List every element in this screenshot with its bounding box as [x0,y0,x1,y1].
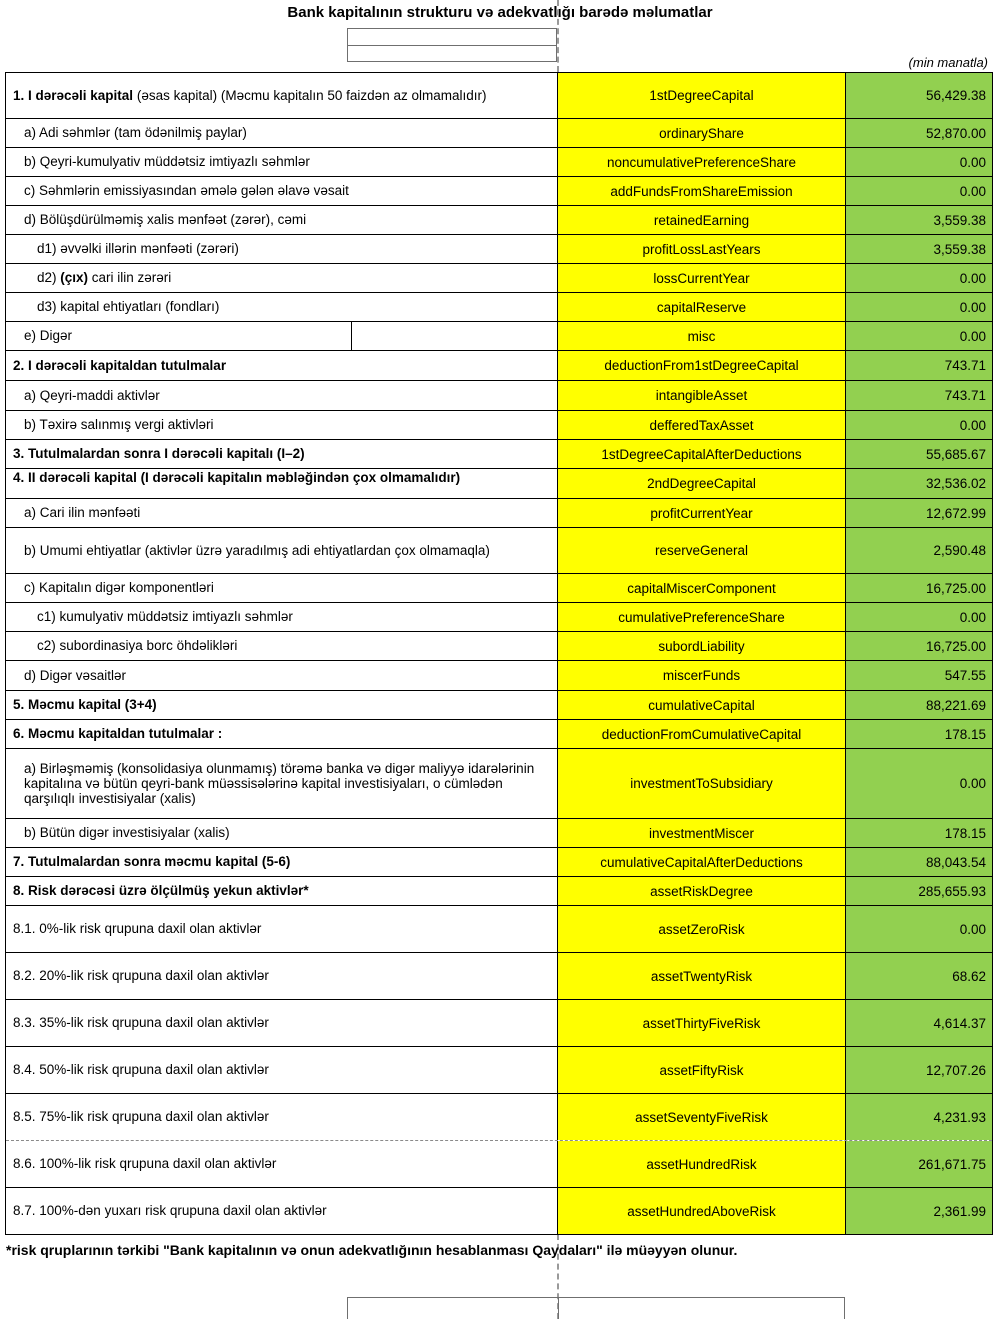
table-row [6,632,992,661]
row-label: 3. Tutulmalardan sonra I dərəcəli kapitalı (I–2) [13,446,305,462]
row-code-cell[interactable] [558,877,846,905]
row-code-cell[interactable] [558,953,846,999]
row-label: 6. Məcmu kapitaldan tutulmalar : [13,726,223,742]
row-code-cell[interactable] [558,848,846,876]
row-code-cell[interactable] [558,293,846,321]
row-value: 0.00 [959,609,986,625]
row-value-cell[interactable] [846,1094,992,1140]
row-value: 0.00 [959,154,986,170]
row-value-cell[interactable] [846,906,992,952]
table-row [6,148,992,177]
row-value: 743.71 [944,388,986,403]
table-row [6,906,992,953]
row-code: defferedTaxAsset [649,417,754,433]
row-value-cell[interactable] [846,953,992,999]
table-row [6,953,992,1000]
row-value-cell[interactable] [846,206,992,234]
capital-table [5,72,993,1235]
row-code: reserveGeneral [654,543,749,558]
row-code: 2ndDegreeCapital [647,476,756,491]
row-value-cell[interactable] [846,661,992,690]
table-row [6,603,992,632]
row-label: 8.6. 100%-lik risk qrupuna daxil olan aktivlər [13,1156,277,1172]
row-label-cell[interactable] [6,206,558,234]
unit-note: (min manatla) [908,55,988,70]
row-value: 16,725.00 [925,638,986,654]
row-code-cell[interactable] [558,1000,846,1046]
row-code: 1stDegreeCapitalAfterDeductions [601,446,802,462]
row-label-cell[interactable] [6,819,558,847]
row-label: d) Digər vəsaitlər [24,667,127,683]
row-label-cell[interactable] [6,1188,558,1234]
row-code-cell[interactable] [558,148,846,176]
row-value-cell[interactable] [846,235,992,263]
row-code: retainedEarning [653,212,750,228]
table-row [6,73,992,119]
row-value: 56,429.38 [925,88,986,103]
row-code-cell[interactable] [558,206,846,234]
row-label: b) Təxirə salınmış vergi aktivləri [24,417,214,433]
row-code: assetRiskDegree [650,883,753,899]
row-label: b) Umumi ehtiyatlar (aktivlər üzrə yaradılmış adi ehtiyatlardan çox olmamaqla) [24,542,490,558]
row-code: deductionFromCumulativeCapital [601,726,802,742]
row-code-cell[interactable] [558,381,846,410]
row-value-cell[interactable] [846,351,992,380]
row-code: 1stDegreeCapital [649,88,754,103]
row-code: ordinaryShare [659,125,744,141]
row-label: b) Bütün digər investisiyalar (xalis) [24,825,230,841]
row-code: deductionFrom1stDegreeCapital [604,358,799,373]
row-label: 5. Məcmu kapital (3+4) [13,697,157,713]
row-label: 8.4. 50%-lik risk qrupuna daxil olan aktivlər [13,1062,269,1078]
row-code-cell[interactable] [558,1188,846,1234]
row-label: c) Kapitalın digər komponentləri [24,580,214,596]
row-code: subordLiability [658,638,745,654]
table-row [6,574,992,603]
row-code-cell[interactable] [558,1094,846,1140]
table-row [6,1141,992,1188]
row-value-cell[interactable] [846,632,992,660]
row-label-cell[interactable] [6,720,558,748]
table-row [6,206,992,235]
row-code-cell[interactable] [558,73,846,118]
table-row [6,119,992,148]
row-label-cell[interactable] [6,351,558,380]
row-value: 743.71 [944,358,986,373]
row-value: 3,559.38 [933,241,986,257]
row-value: 32,536.02 [925,476,986,491]
table-row [6,322,992,351]
row-value: 0.00 [959,776,986,791]
row-value-cell[interactable] [846,440,992,468]
row-value-cell[interactable] [846,603,992,631]
row-code-cell[interactable] [558,177,846,205]
row-value-cell[interactable] [846,119,992,147]
row-code-cell[interactable] [558,661,846,690]
row-code: capitalReserve [656,299,747,315]
row-value-cell[interactable] [846,819,992,847]
footnote: *risk qruplarının tərkibi "Bank kapitalının və onun adekvatlığının hesablanması Qaydaları" ilə müəyyən olunur. [6,1242,738,1258]
row-code: profitLossLastYears [642,241,761,257]
row-value: 88,043.54 [925,854,986,870]
row-label-cell[interactable] [6,469,558,498]
table-row [6,381,992,411]
row-value-cell[interactable] [846,1188,992,1234]
table-row [6,177,992,206]
row-label-cell[interactable] [6,749,558,818]
row-label: b) Qeyri-kumulyativ müddətsiz imtiyazlı səhmlər [24,154,310,170]
row-code-cell[interactable] [558,720,846,748]
row-value-cell[interactable] [846,499,992,527]
table-row [6,1188,992,1235]
row-code-cell[interactable] [558,819,846,847]
row-value: 4,231.93 [933,1109,986,1125]
row-value-cell[interactable] [846,293,992,321]
row-label: c) Səhmlərin emissiyasından əmələ gələn əlavə vəsait [24,183,349,199]
row-code: assetFiftyRisk [659,1062,744,1078]
table-row [6,848,992,877]
row-label: 8. Risk dərəcəsi üzrə ölçülmüş yekun aktivlər* [13,883,309,899]
table-row [6,1047,992,1094]
table-row [6,499,992,528]
row-code-cell[interactable] [558,1141,846,1187]
row-label: 8.7. 100%-dən yuxarı risk qrupuna daxil olan aktivlər [13,1203,327,1219]
row-value-cell[interactable] [846,148,992,176]
row-label-cell[interactable] [6,574,558,602]
row-value: 52,870.00 [925,125,986,141]
row-value-cell[interactable] [846,73,992,118]
row-value-cell[interactable] [846,264,992,292]
row-code: investmentMiscer [648,825,755,841]
empty-cells-top[interactable] [347,28,557,62]
row-value-cell[interactable] [846,1000,992,1046]
row-value-cell[interactable] [846,1141,992,1187]
row-value-cell[interactable] [846,877,992,905]
row-code-cell[interactable] [558,603,846,631]
table-row [6,411,992,440]
row-code-cell[interactable] [558,691,846,719]
row-code-cell[interactable] [558,632,846,660]
capital-table-body [6,73,992,1235]
row-code-cell[interactable] [558,119,846,147]
row-label-cell[interactable] [6,322,558,350]
cell-divider [351,322,352,350]
row-label: 8.3. 35%-lik risk qrupuna daxil olan aktivlər [13,1015,269,1031]
row-code: noncumulativePreferenceShare [606,154,797,170]
row-label: d3) kapital ehtiyatları (fondları) [37,299,220,315]
table-row [6,235,992,264]
cell-divider [558,1298,559,1319]
row-label: 1. I dərəcəli kapital (əsas kapital) (Məcmu kapitalın 50 faizdən az olmamalıdır) [13,87,487,103]
table-row [6,691,992,720]
row-label: e) Digər [24,328,73,344]
row-label-cell[interactable] [6,661,558,690]
page-break-vertical-top [557,0,559,72]
row-label: d1) əvvəlki illərin mənfəəti (zərəri) [37,241,239,257]
row-code-cell[interactable] [558,264,846,292]
row-code-cell[interactable] [558,440,846,468]
row-label: d2) (çıx) cari ilin zərəri [37,270,172,286]
row-value: 261,671.75 [918,1156,986,1172]
row-value: 285,655.93 [918,883,986,899]
row-value: 16,725.00 [925,580,986,596]
row-code-cell[interactable] [558,351,846,380]
empty-cells-bottom[interactable] [347,1297,845,1319]
row-label-cell[interactable] [6,119,558,147]
row-value: 178.15 [944,825,986,841]
row-code: cumulativeCapitalAfterDeductions [600,854,803,870]
row-code: assetHundredAboveRisk [627,1203,776,1219]
row-code: capitalMiscerComponent [627,580,776,596]
table-row [6,720,992,749]
row-code: cumulativeCapital [648,697,755,713]
row-label: d) Bölüşdürülməmiş xalis mənfəət (zərər), cəmi [24,212,307,228]
row-value-cell[interactable] [846,177,992,205]
row-code-cell[interactable] [558,499,846,527]
row-label-cell[interactable] [6,1000,558,1046]
row-value-cell[interactable] [846,691,992,719]
row-value-cell[interactable] [846,322,992,350]
row-label-cell[interactable] [6,381,558,410]
row-code: addFundsFromShareEmission [610,183,793,199]
row-label-cell[interactable] [6,603,558,631]
row-label: 2. I dərəcəli kapitaldan tutulmalar [13,357,227,373]
row-value: 88,221.69 [925,697,986,713]
table-row [6,440,992,469]
cell-divider [348,45,556,46]
row-value-cell[interactable] [846,411,992,439]
row-value: 68.62 [952,968,986,984]
row-label-cell[interactable] [6,953,558,999]
row-code: miscerFunds [662,668,741,683]
table-row [6,293,992,322]
row-code: lossCurrentYear [653,270,750,286]
page-title: Bank kapitalının strukturu və adekvatlığı barədə məlumatlar [287,4,713,21]
table-row [6,661,992,691]
row-code: assetSeventyFiveRisk [635,1109,768,1125]
row-label: 7. Tutulmalardan sonra məcmu kapital (5-6) [13,854,291,870]
row-code-cell[interactable] [558,906,846,952]
row-value-cell[interactable] [846,749,992,818]
row-code-cell[interactable] [558,469,846,498]
row-label-cell[interactable] [6,148,558,176]
row-code: misc [687,328,716,344]
row-value-cell[interactable] [846,848,992,876]
table-row [6,264,992,293]
row-value-cell[interactable] [846,720,992,748]
row-label: a) Adi səhmlər (tam ödənilmiş paylar) [24,125,247,141]
row-code-cell[interactable] [558,411,846,439]
row-label: 8.2. 20%-lik risk qrupuna daxil olan aktivlər [13,968,269,984]
row-value: 547.55 [944,668,986,683]
row-value-cell[interactable] [846,574,992,602]
table-row [6,749,992,819]
row-value: 4,614.37 [933,1015,986,1031]
row-value: 12,672.99 [925,505,986,521]
row-value-cell[interactable] [846,1047,992,1093]
row-value: 3,559.38 [933,212,986,228]
row-label: a) Qeyri-maddi aktivlər [24,387,160,403]
row-label-cell[interactable] [6,877,558,905]
row-code: profitCurrentYear [650,505,753,521]
row-value: 12,707.26 [925,1062,986,1078]
row-label-cell[interactable] [6,235,558,263]
row-code: assetTwentyRisk [650,968,753,984]
row-label-cell[interactable] [6,691,558,719]
row-code-cell[interactable] [558,1047,846,1093]
row-code: assetZeroRisk [658,921,745,937]
table-row [6,528,992,574]
row-code-cell[interactable] [558,322,846,350]
table-row [6,1000,992,1047]
row-value: 0.00 [959,299,986,315]
row-code-cell[interactable] [558,574,846,602]
row-value: 2,590.48 [933,543,986,558]
row-label-cell[interactable] [6,1047,558,1093]
row-value: 55,685.67 [925,446,986,462]
row-label: c1) kumulyativ müddətsiz imtiyazlı səhmlər [37,609,293,625]
row-label-cell[interactable] [6,1094,558,1140]
row-code: cumulativePreferenceShare [618,609,785,625]
row-label-cell[interactable] [6,906,558,952]
row-label-cell[interactable] [6,1141,558,1187]
table-row [6,877,992,906]
row-code: assetHundredRisk [646,1156,757,1172]
table-row [6,1094,992,1141]
row-value-cell[interactable] [846,528,992,573]
row-label-cell[interactable] [6,264,558,292]
row-value: 0.00 [959,921,986,937]
table-row [6,351,992,381]
row-value: 2,361.99 [933,1203,986,1219]
row-code-cell[interactable] [558,749,846,818]
row-code-cell[interactable] [558,235,846,263]
row-value: 0.00 [959,417,986,433]
row-code-cell[interactable] [558,528,846,573]
row-label: a) Cari ilin mənfəəti [24,505,141,521]
row-label-cell[interactable] [6,499,558,527]
row-label-cell[interactable] [6,848,558,876]
row-label: c2) subordinasiya borc öhdəlikləri [37,638,238,654]
row-label-cell[interactable] [6,177,558,205]
row-label: 8.1. 0%-lik risk qrupuna daxil olan aktivlər [13,921,262,937]
row-label: a) Birləşməmiş (konsolidasiya olunmamış) törəmə banka və digər maliyyə idarələrinin kapitalına və bütün qeyri-bank müəssisələrinə kapital investisiyaları, o cümlədən qarşılıqlı investisiyalar (xalis) [24,760,535,807]
row-value: 0.00 [959,270,986,286]
row-code: assetThirtyFiveRisk [642,1015,761,1031]
row-value: 178.15 [944,726,986,742]
table-row [6,469,992,499]
row-label: 4. II dərəcəli kapital (I dərəcəli kapitalın məbləğindən çox olmamalıdır) [13,470,461,485]
row-label: 8.5. 75%-lik risk qrupuna daxil olan aktivlər [13,1109,269,1125]
row-code: intangibleAsset [655,388,748,403]
row-value-cell[interactable] [846,381,992,410]
row-label-cell[interactable] [6,293,558,321]
row-label-cell[interactable] [6,632,558,660]
row-label-cell[interactable] [6,411,558,439]
row-label-cell[interactable] [6,73,558,118]
row-label-cell[interactable] [6,440,558,468]
row-value: 0.00 [959,328,986,344]
table-row [6,819,992,848]
row-value: 0.00 [959,183,986,199]
row-value-cell[interactable] [846,469,992,498]
row-label-cell[interactable] [6,528,558,573]
row-code: investmentToSubsidiary [630,776,773,791]
